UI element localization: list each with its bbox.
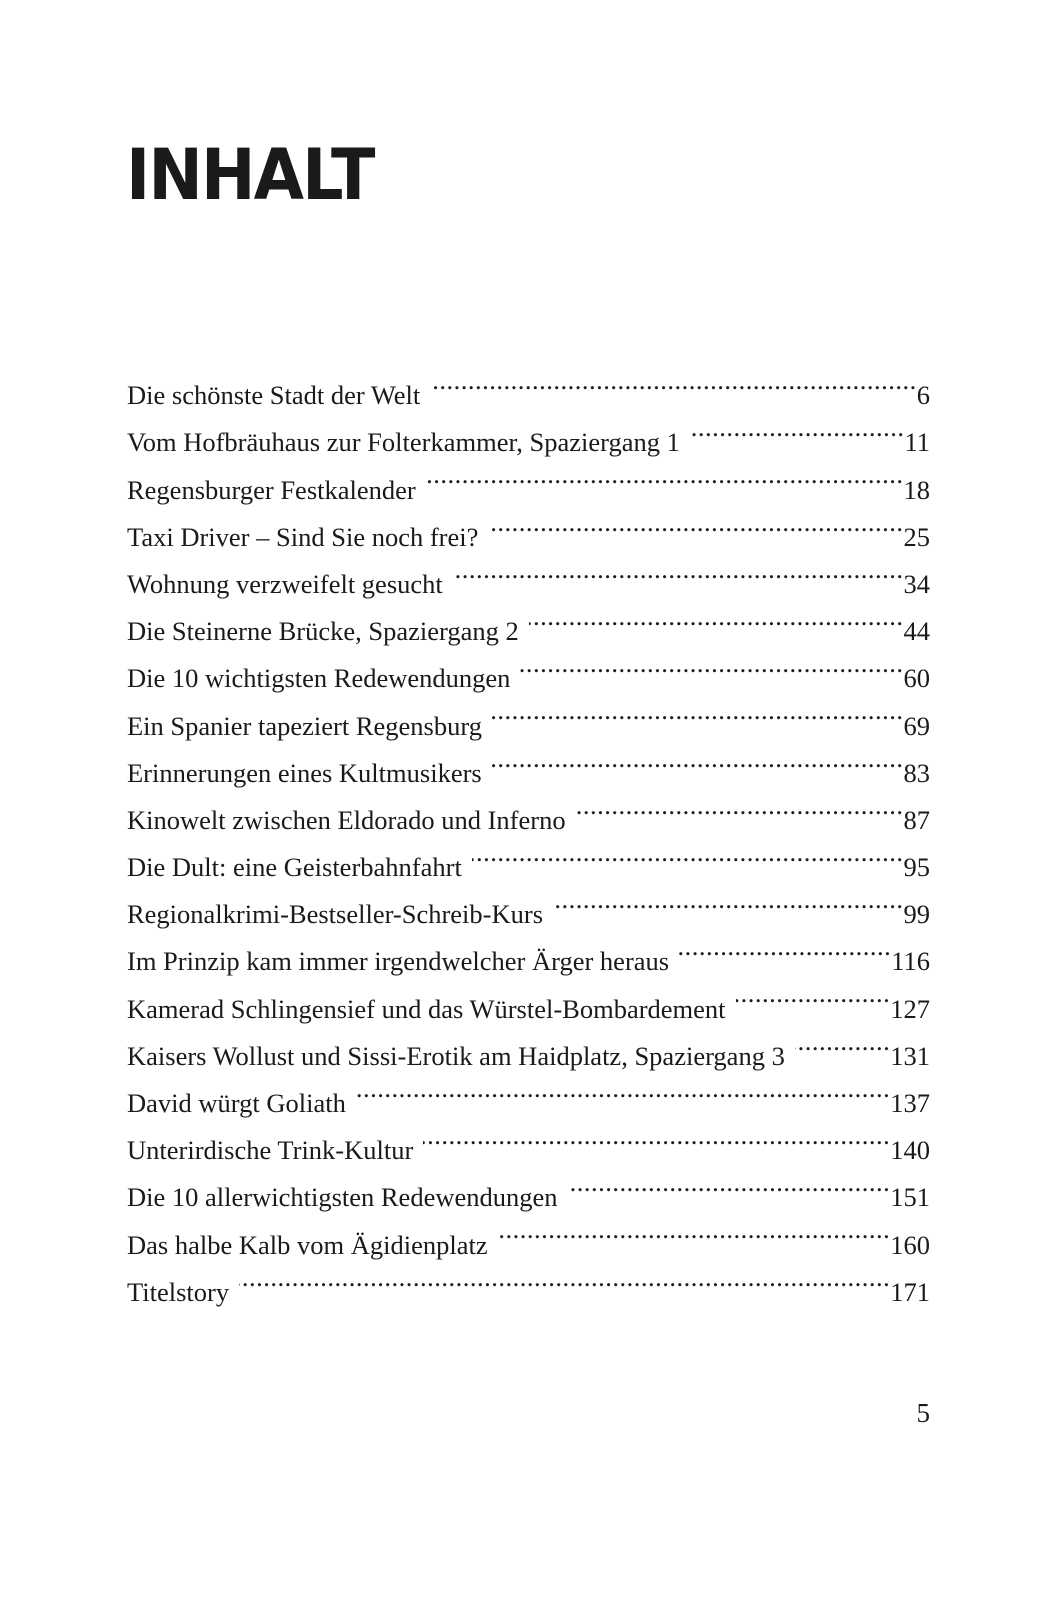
toc-entry-title: Die schönste Stadt der Welt	[127, 380, 421, 411]
toc-entry-title: Das halbe Kalb vom Ägidienplatz	[127, 1229, 488, 1260]
toc-entry-page: 140	[890, 1135, 930, 1166]
toc-leader-dots	[553, 876, 903, 923]
toc-leader-dots	[492, 735, 904, 782]
toc-entry-title: Unterirdische Trink-Kultur	[127, 1135, 414, 1166]
toc-entry-page: 116	[891, 946, 930, 977]
toc-entry-page: 11	[904, 427, 930, 458]
page-title: INHALT	[126, 134, 374, 216]
toc-leader-dots	[568, 1159, 891, 1206]
toc-entry-page: 127	[890, 993, 930, 1024]
toc-leader-dots	[423, 1112, 890, 1159]
toc-entry-title: Regensburger Festkalender	[127, 474, 416, 505]
toc-entry-page: 83	[903, 757, 930, 788]
table-of-contents	[127, 357, 930, 1307]
toc-leader-dots	[576, 782, 904, 829]
toc-entry-page: 160	[890, 1229, 930, 1260]
toc-entry-title: Regionalkrimi-Bestseller-Schreib-Kurs	[127, 899, 544, 930]
toc-leader-dots	[426, 451, 904, 498]
toc-entry-title: Wohnung verzweifelt gesucht	[127, 568, 443, 599]
toc-entry-title: Taxi Driver – Sind Sie noch frei?	[127, 521, 479, 552]
toc-entry-page: 99	[903, 899, 930, 930]
toc-leader-dots	[453, 546, 904, 593]
toc-leader-dots	[520, 640, 903, 687]
toc-leader-dots	[498, 1206, 891, 1253]
toc-leader-dots	[736, 970, 891, 1017]
toc-entry-title: Die 10 wichtigsten Redewendungen	[127, 663, 511, 694]
toc-entry-title: Kinowelt zwischen Eldorado und Inferno	[127, 804, 566, 835]
toc-leader-dots	[795, 1018, 890, 1065]
toc-entry-title: Die 10 allerwichtigsten Redewendungen	[127, 1182, 558, 1213]
toc-entry-page: 60	[903, 663, 930, 694]
toc-leader-dots	[492, 687, 904, 734]
page-number: 5	[916, 1398, 930, 1428]
toc-entry-title: Titelstory	[127, 1276, 230, 1307]
toc-entry-title: David würgt Goliath	[127, 1088, 346, 1118]
toc-entry-title: Die Dult: eine Geisterbahnfahrt	[127, 852, 462, 883]
toc-leader-dots	[488, 499, 903, 546]
toc-entry-title: Kamerad Schlingensief und das Würstel-Bombardement	[127, 993, 726, 1024]
toc-entry-page: 6	[916, 380, 930, 411]
toc-leader-dots	[472, 829, 904, 876]
toc-leader-dots	[356, 1065, 890, 1112]
toc-entry-page: 137	[890, 1088, 930, 1118]
toc-entry-page: 87	[903, 804, 930, 835]
toc-entry-page: 95	[903, 852, 930, 883]
toc-leader-dots	[430, 357, 917, 404]
toc-entry-page: 69	[903, 710, 930, 741]
toc-entry-title: Ein Spanier tapeziert Regensburg	[127, 710, 482, 741]
toc-entry-page: 25	[903, 521, 930, 552]
toc-entry-title: Die Steinerne Brücke, Spaziergang 2	[127, 616, 519, 647]
toc-entry-page: 44	[903, 616, 930, 647]
toc-entry-page: 131	[890, 1040, 930, 1071]
toc-entry-page: 171	[890, 1276, 930, 1307]
toc-entry	[127, 1254, 930, 1307]
toc-entry-title: Im Prinzip kam immer irgendwelcher Ärger heraus	[127, 946, 670, 977]
toc-leader-dots	[239, 1254, 890, 1301]
toc-entry-title: Erinnerungen eines Kultmusikers	[127, 757, 482, 788]
toc-entry	[127, 357, 930, 411]
toc-leader-dots	[679, 923, 891, 970]
toc-entry-page: 151	[890, 1182, 930, 1213]
toc-entry-title: Kaisers Wollust und Sissi-Erotik am Haidplatz, Spaziergang 3	[127, 1040, 785, 1071]
toc-entry-page: 34	[903, 568, 930, 599]
toc-leader-dots	[690, 404, 905, 451]
toc-entry-page: 18	[903, 474, 930, 505]
toc-entry-title: Vom Hofbräuhaus zur Folterkammer, Spaziergang 1	[127, 427, 680, 458]
toc-leader-dots	[529, 593, 904, 640]
